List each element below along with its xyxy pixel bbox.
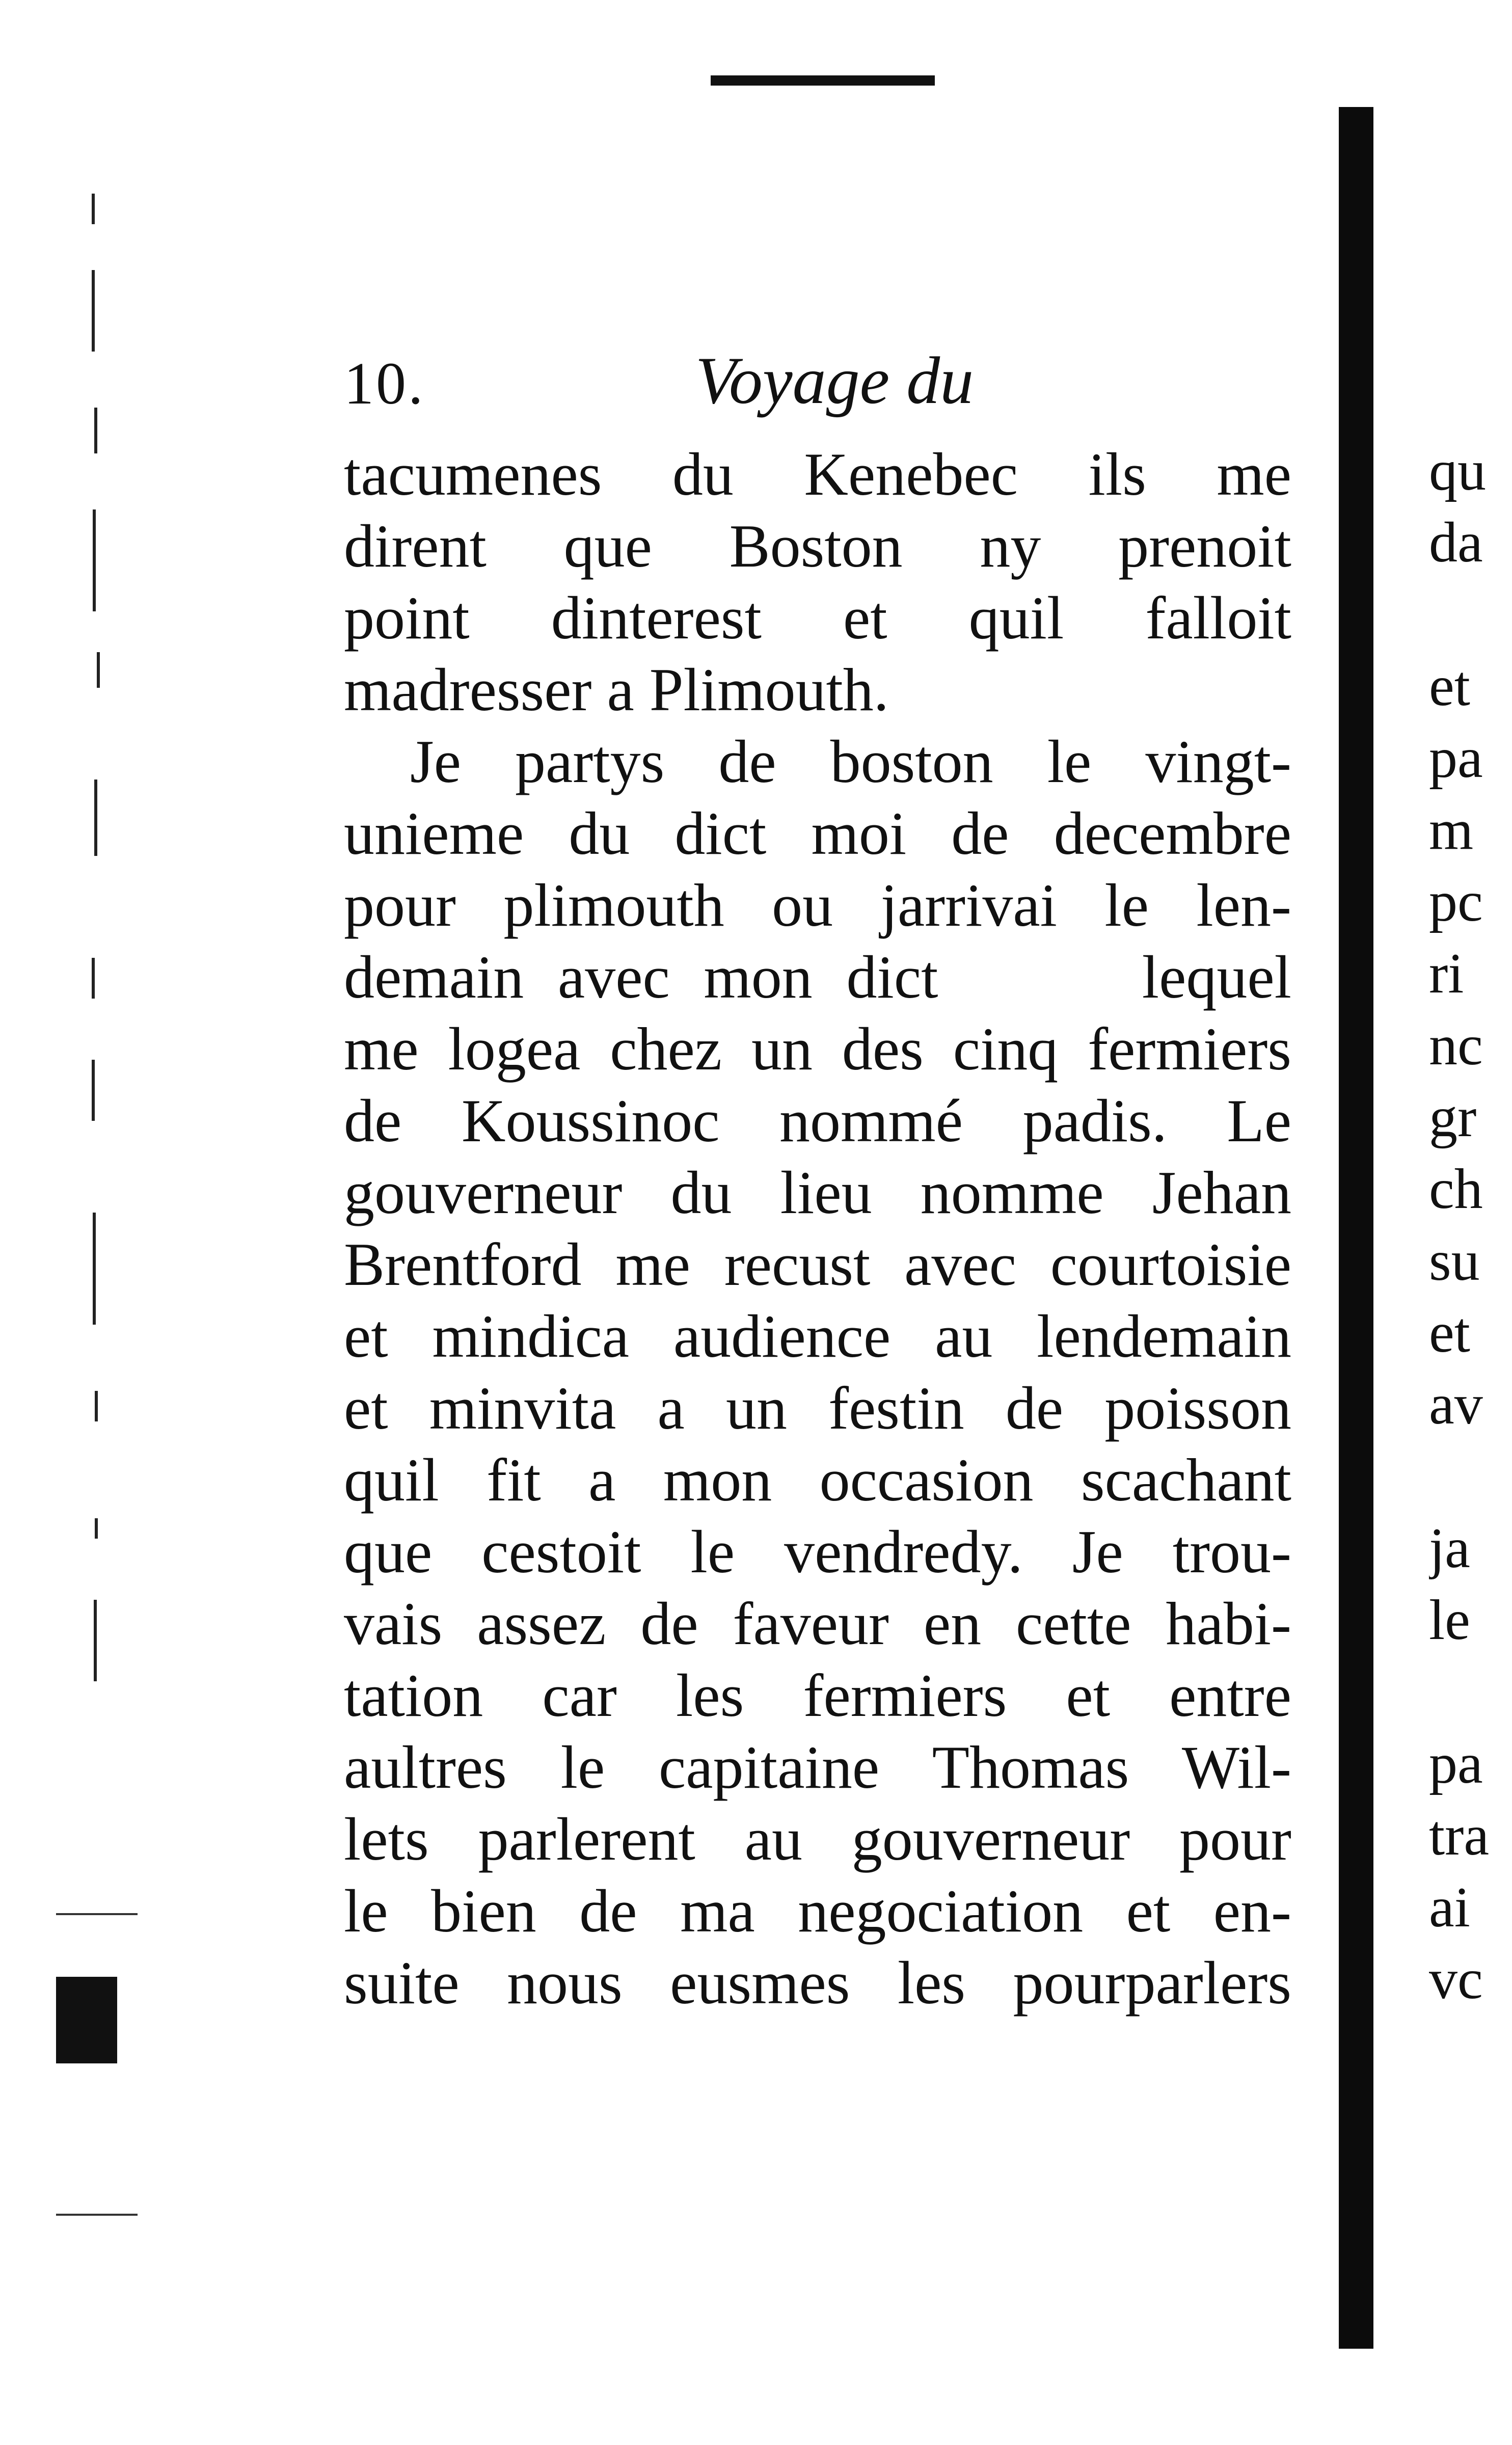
text-line: tation car les fermiers et entre [344, 1661, 1291, 1729]
facing-page-fragment: et [1429, 1301, 1470, 1364]
facing-page-fragment: gr [1429, 1086, 1477, 1149]
text-line: pour plimouth ou jarrivai le len- [344, 871, 1291, 939]
text-line: et mindica audience au lendemain [344, 1302, 1291, 1370]
facing-page-fragment: pc [1429, 870, 1483, 933]
text-line: et minvita a un festin de poisson [344, 1374, 1291, 1442]
text-line: Je partys de boston le vingt- [410, 728, 1291, 795]
facing-page-fragment: pa [1429, 1732, 1483, 1795]
facing-page-fragment: ri [1429, 942, 1464, 1005]
running-title: Voyage du [695, 343, 974, 418]
text-line: le bien de ma negociation et en- [344, 1877, 1291, 1945]
left-scan-margin [76, 194, 138, 1824]
facing-page-fragment: nc [1429, 1014, 1483, 1077]
facing-page-fragment: da [1429, 511, 1483, 574]
facing-page-fragment: av [1429, 1373, 1483, 1436]
facing-page-fragment: m [1429, 798, 1474, 862]
left-margin-block [56, 1977, 117, 2063]
facing-page-fragment: pa [1429, 727, 1483, 790]
page-number: 10. [344, 350, 425, 417]
facing-page-fragment: vc [1429, 1948, 1483, 2011]
top-rule [711, 75, 935, 86]
text-line: tacumenes du Kenebec ils me [344, 440, 1291, 508]
facing-page-fragment: qu [1429, 439, 1486, 502]
text-line: me logea chez un des cinq fermiers [344, 1015, 1291, 1083]
text-line: lets parlerent au gouverneur pour [344, 1805, 1291, 1873]
text-line: gouverneur du lieu nomme Jehan [344, 1159, 1291, 1226]
text-line: point dinterest et quil falloit [344, 584, 1291, 652]
facing-page-fragment: ai [1429, 1876, 1470, 1939]
left-margin-dash [56, 1913, 138, 1915]
text-line: quil fit a mon occasion scachant [344, 1446, 1291, 1514]
text-line: que cestoit le vendredy. Je trou- [344, 1518, 1291, 1586]
text-line: dirent que Boston ny prenoit [344, 512, 1291, 580]
facing-page-fragment: le [1429, 1589, 1470, 1652]
text-line: vais assez de faveur en cette habi- [344, 1590, 1291, 1657]
page-header [344, 331, 1291, 418]
facing-page-fragment: et [1429, 655, 1470, 718]
text-line: madresser a Plimouth. [344, 656, 889, 723]
text-line: aultres le capitaine Thomas Wil- [344, 1733, 1291, 1801]
body-text [344, 438, 1291, 2019]
left-margin-dash [56, 2214, 138, 2216]
facing-page-edge [1429, 438, 1510, 2170]
text-line: Brentford me recust avec courtoisie [344, 1230, 1291, 1298]
text-line: de Koussinoc nommé padis. Le [344, 1087, 1291, 1154]
facing-page-fragment: ja [1429, 1517, 1470, 1580]
text-line: demain avec mon dict lequel [344, 943, 1291, 1011]
facing-page-fragment: su [1429, 1229, 1480, 1293]
text-line: suite nous eusmes les pourparlers [344, 1949, 1291, 2017]
facing-page-fragment: tra [1429, 1804, 1490, 1867]
text-line: unieme du dict moi de decembre [344, 799, 1291, 867]
book-gutter-shadow [1339, 107, 1373, 2349]
facing-page-fragment: ch [1429, 1158, 1483, 1221]
